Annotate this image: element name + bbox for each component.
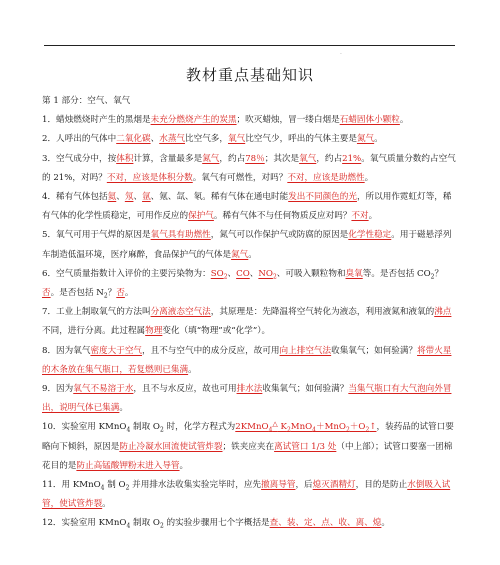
- answer: 21%: [342, 153, 362, 164]
- paragraph-5: 5．氧气可用于气焊的原因是氧气具有助燃性，氮气可以作保护气或防腐的原因是化学性稳定。用于磁悬浮列车制造低温环境，医疗麻醉，食品保护气的气体是氮气。: [42, 230, 452, 260]
- answer: 当集气瓶口有大气泡向外冒出，说明气体已集满: [42, 384, 452, 414]
- answer: 未充分燃烧产生的炭黑: [150, 115, 237, 126]
- paragraph-12: 12．实验室用 KMnO$_4$ 制取 $O_2$ 的实验步骤用七个字概括是查、装、定、点、收、离、熄。: [42, 518, 390, 531]
- paragraph-2: 2．人呼出的气体中二氧化碳、水蒸气比空气多，氧气比空气少，呼出的气体主要是氮气。: [42, 134, 383, 145]
- answer: 体积: [116, 153, 134, 164]
- answer: 水蒸气: [159, 134, 186, 145]
- answer: 氮气: [202, 153, 220, 164]
- paragraph-8: 8．因为氧气密度大于空气，且不与空气中的成分反应，故可用向上排空气法收集氧气；如何验满？将带火星的木条放在集气瓶口，若复燃则已集满。: [42, 345, 452, 375]
- answer: 将带火星的木条放在集气瓶口，若复燃则已集满: [42, 345, 452, 375]
- answer: 二氧化碳: [116, 134, 151, 145]
- paragraph-3: 3．空气成分中，按体积计算，含量最多是氮气，约占78％；其次是氧气，约占21%。氧气质量分数约占空气的 21%，对吗？不对，应该是体积分数。氧气有可燃性，对吗？不对，应该是助燃性。: [42, 153, 456, 183]
- answer: 氮气: [231, 249, 249, 260]
- answer: 排水法: [236, 384, 263, 395]
- answer: 防止高锰酸钾粉末进入导管: [76, 460, 180, 471]
- answer: 熄灭酒精灯: [312, 480, 356, 491]
- answer: 撤离导管: [261, 480, 296, 491]
- answer: 氮气: [356, 134, 375, 145]
- answer: 臭氧: [345, 268, 363, 279]
- answer: 氧气: [228, 134, 246, 145]
- paragraph-7: 7．工业上制取氧气的方法叫分离液态空气法，其原理是：先降温将空气转化为液态，利用液氮和液氧的沸点不同，进行分离。此过程属物理变化（填“物理”或“化学”）。: [42, 307, 452, 337]
- answer: 否: [42, 288, 51, 299]
- answer: 不对: [351, 211, 369, 222]
- answer: 发出不同颜色的光: [288, 192, 357, 203]
- header-rule: [44, 45, 455, 46]
- answer: 氧气: [299, 153, 317, 164]
- paragraph-4: 4．稀有气体包括氦、氖、氩、氪、氙、氡。稀有气体在通电时能发出不同颜色的光，所以用作霓虹灯等，稀有气体的化学性质稳定，可用作反应的保护气。稀有气体不与任何物质反应对吗？不对。: [42, 192, 452, 222]
- answer: $SO_2$: [210, 268, 228, 281]
- paragraph-11: 11．用 KMnO$_4$ 制 $O_2$ 并用排水法收集实验完毕时，应先撤离导管，后熄灭酒精灯，目的是防止水倒吸入试管，使试管炸裂。: [42, 480, 451, 510]
- answer: 水倒吸入试管，使试管炸裂: [42, 480, 451, 510]
- header-marker: ·: [340, 51, 342, 58]
- answer: 物理: [145, 326, 163, 337]
- answer: 氖: [124, 192, 134, 203]
- page-title: 教材重点基础知识: [185, 66, 314, 84]
- answer: 氦: [107, 192, 117, 203]
- answer: 石蜡固体小颗粒: [339, 115, 400, 126]
- answer: 查、装、定、点、收、离、熄: [269, 518, 382, 529]
- paragraph-1: 1．蜡烛燃烧时产生的黑烟是未充分燃烧产生的炭黑；吹灭蜡烛，冒一缕白烟是石蜡固体小颗粒。: [42, 115, 409, 126]
- answer: 向上排空气法: [279, 345, 332, 356]
- answer: 否: [116, 288, 125, 299]
- answer: 氩: [142, 192, 151, 203]
- paragraph-9: 9．因为氧气不易溶于水，且不与水反应，故也可用排水法收集氧气；如何验满？当集气瓶口有大气泡向外冒出，说明气体已集满。: [42, 384, 452, 414]
- answer: CO: [236, 268, 250, 279]
- answer: 氧气不易溶于水: [73, 384, 134, 395]
- answer: 密度大于空气: [90, 345, 143, 356]
- answer: 保护气: [188, 211, 214, 222]
- answer: 不对，应该是体积分数: [106, 172, 193, 183]
- heat-symbol: △: [272, 420, 278, 429]
- answer: 78％: [245, 153, 265, 164]
- answer: 离试管口 1/3 处: [274, 441, 337, 452]
- answer: 氧气具有助燃性: [150, 230, 211, 241]
- answer: 防止冷凝水回流使试管炸裂: [119, 441, 223, 452]
- answer: 沸点: [434, 307, 452, 318]
- chemical-equation: 2KMnO$_4$△ $K_2MnO_4+MnO_2+O_2↑$: [235, 420, 377, 435]
- answer: 化学性稳定: [348, 230, 392, 241]
- answer: $NO_2$: [258, 268, 277, 281]
- paragraph-10: 10．实验室用 KMnO$_4$ 制取 $O_2$ 时，化学方程式为2KMnO$_4$△ $K_2MnO_4+MnO_2+O_2↑$，装药品的试管口要略向下倾斜，原因是防止冷凝水回流使试管炸裂；铁夹应夹在离试管口 1/3 处（中上部）；试管口要塞一团棉花目的是防止高锰酸钾粉末进入导管。: [42, 420, 454, 471]
- section-heading: 第 1 部分：空气、氧气: [42, 96, 131, 106]
- document-body: [42, 92, 458, 534]
- paragraph-6: 6．空气质量指数计入评价的主要污染物为：$SO_2$、CO、$NO_2$、可吸入颗粒物和臭氧等。是否包括 $CO_2$？否。是否包括 $N_2$？否。: [42, 268, 444, 300]
- answer: 分离液态空气法: [150, 307, 211, 318]
- answer: 不对，应该是助燃性: [287, 172, 365, 183]
